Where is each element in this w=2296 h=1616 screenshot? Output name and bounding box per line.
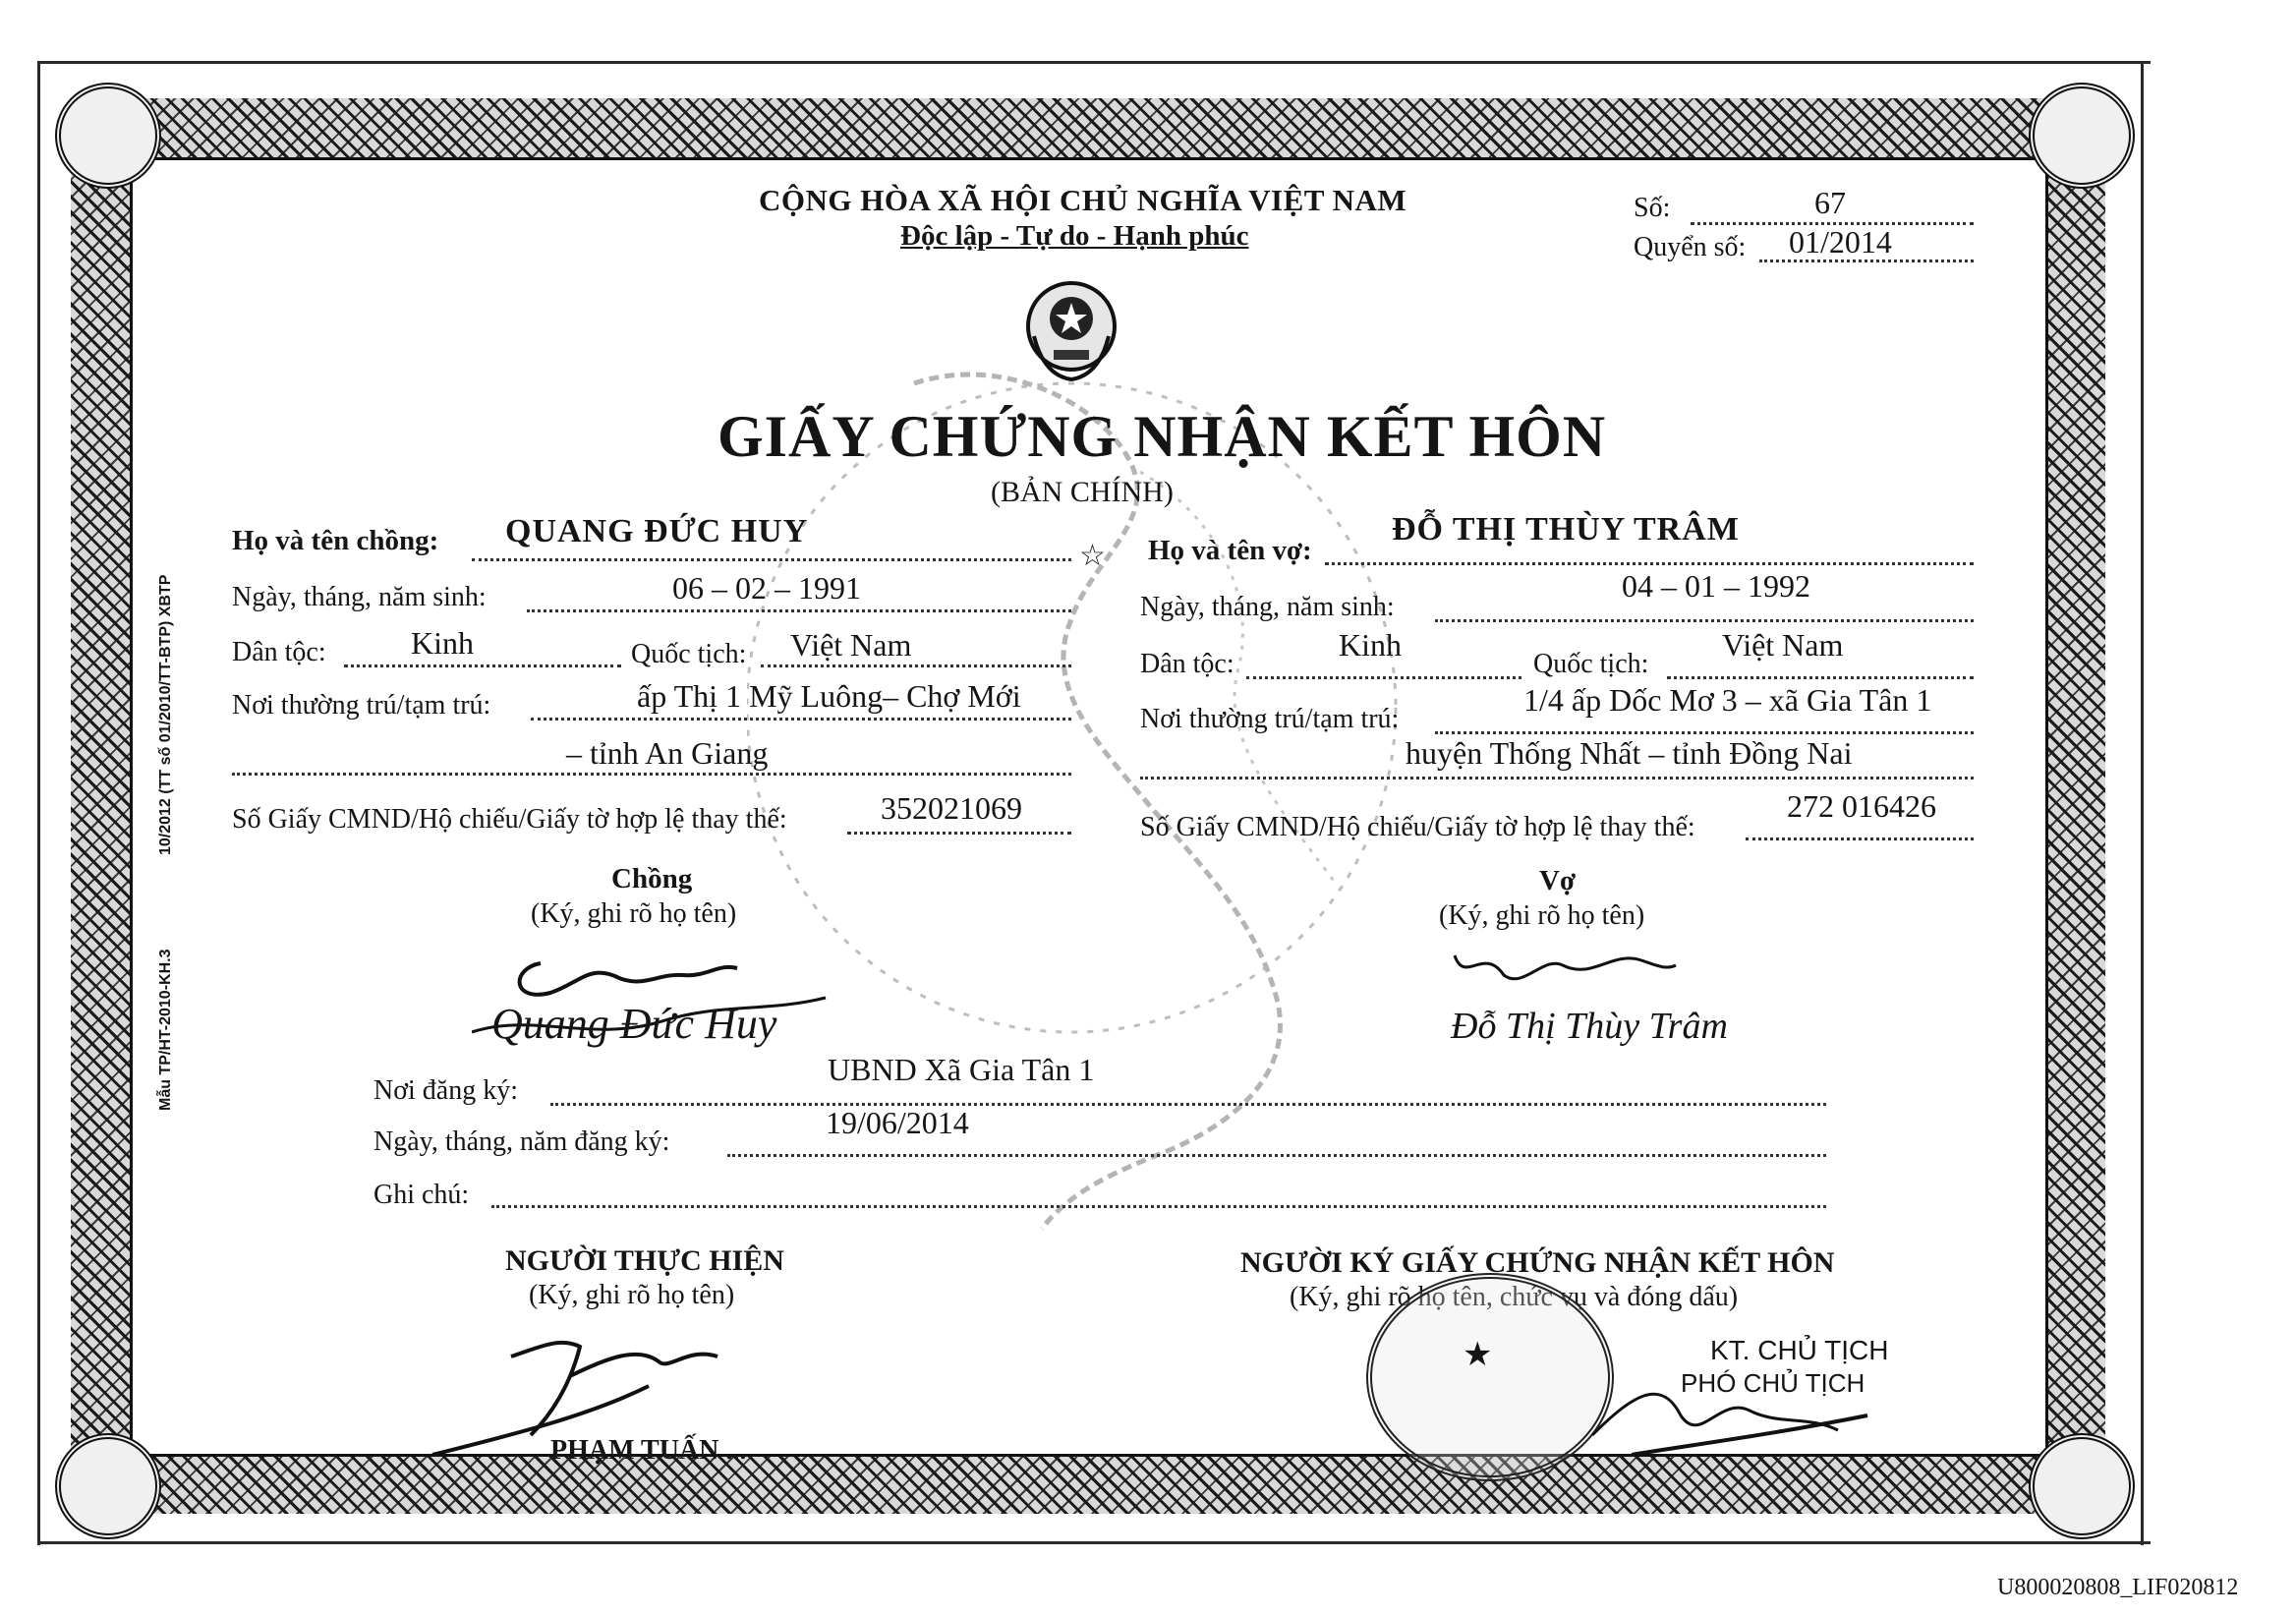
wife-nationality-label: Quốc tịch:	[1533, 649, 1649, 679]
husband-nationality: Việt Nam	[790, 627, 912, 663]
star-icon: ☆	[1079, 540, 1106, 572]
husband-ethnicity-label: Dân tộc:	[232, 637, 326, 667]
husband-name: QUANG ĐỨC HUY	[505, 513, 809, 549]
corner-ornament	[55, 83, 161, 189]
certificate-border-top	[71, 98, 2105, 157]
husband-sign-hint: (Ký, ghi rõ họ tên)	[531, 898, 737, 929]
performer-name: PHẠM TUẤN ...	[550, 1435, 747, 1466]
page-frame-line	[2141, 61, 2144, 1545]
signer-role-1: KT. CHỦ TỊCH	[1710, 1335, 1889, 1365]
husband-residence-line2: – tỉnh An Giang	[566, 735, 769, 771]
document-footer-code: U800020808_LIF020812	[1997, 1575, 2239, 1600]
form-code-text: Mẫu TP/HT-2010-KH.3	[157, 949, 174, 1111]
signer-title: NGƯỜI KÝ GIẤY CHỨNG NHẬN KẾT HÔN	[1240, 1246, 1835, 1279]
registration-place-label: Nơi đăng ký:	[373, 1075, 519, 1106]
signer-role-2: PHÓ CHỦ TỊCH	[1681, 1368, 1866, 1398]
registration-place: UBND Xã Gia Tân 1	[828, 1052, 1095, 1087]
wife-dob: 04 – 01 – 1992	[1622, 568, 1810, 604]
dotted-line	[1746, 837, 1974, 840]
certificate-border-left	[71, 98, 130, 1514]
corner-ornament	[2029, 83, 2135, 189]
dotted-line	[232, 773, 1071, 776]
dotted-line	[761, 664, 1071, 667]
signer-hint: (Ký, ghi rõ họ tên, chức vụ và đóng dấu)	[1290, 1282, 1739, 1312]
husband-residence-line1: ấp Thị 1 Mỹ Luông– Chợ Mới	[637, 678, 1021, 714]
dotted-line	[1667, 676, 1974, 679]
husband-residence-label: Nơi thường trú/tạm trú:	[232, 690, 491, 721]
husband-ethnicity: Kinh	[411, 625, 474, 661]
wife-id-label: Số Giấy CMND/Hộ chiếu/Giấy tờ hợp lệ thay thế:	[1140, 812, 1695, 842]
husband-dob-label: Ngày, tháng, năm sinh:	[232, 582, 487, 612]
wife-id-number: 272 016426	[1787, 788, 1936, 824]
registry-book: 01/2014	[1789, 224, 1892, 260]
page-frame-line	[37, 61, 2151, 64]
husband-dob: 06 – 02 – 1991	[672, 570, 861, 606]
dotted-line	[1325, 562, 1974, 565]
husband-id-label: Số Giấy CMND/Hộ chiếu/Giấy tờ hợp lệ thay thế:	[232, 804, 787, 835]
dotted-line	[1140, 777, 1974, 779]
page-frame-line	[37, 61, 40, 1545]
registry-number: 67	[1814, 185, 1846, 220]
dotted-line	[527, 609, 1071, 612]
husband-sign-title: Chồng	[611, 863, 693, 895]
dotted-line	[847, 832, 1071, 835]
seal-star-icon: ★	[1463, 1337, 1493, 1373]
dotted-line	[1435, 731, 1974, 734]
registry-number-label: Số:	[1634, 193, 1671, 223]
husband-nationality-label: Quốc tịch:	[631, 639, 747, 669]
wife-sign-title: Vợ	[1539, 865, 1577, 896]
wife-residence-label: Nơi thường trú/tạm trú:	[1140, 704, 1400, 734]
registry-book-label: Quyển số:	[1634, 232, 1747, 262]
wife-sign-hint: (Ký, ghi rõ họ tên)	[1439, 900, 1645, 931]
certificate-title: GIẤY CHỨNG NHẬN KẾT HÔN	[718, 404, 1607, 469]
certificate-border-right	[2046, 98, 2105, 1514]
dotted-line	[531, 718, 1071, 721]
husband-name-label: Họ và tên chồng:	[232, 525, 439, 556]
wife-signature-scribble	[1445, 936, 1681, 995]
wife-residence-line1: 1/4 ấp Dốc Mơ 3 – xã Gia Tân 1	[1523, 682, 1932, 718]
husband-signature-name: Quang Đức Huy	[491, 1000, 777, 1048]
national-motto: Độc lập - Tự do - Hạnh phúc	[900, 220, 1249, 252]
wife-ethnicity-label: Dân tộc:	[1140, 649, 1234, 679]
dotted-line	[1246, 676, 1521, 679]
dotted-line	[344, 664, 621, 667]
performer-title: NGƯỜI THỰC HIỆN	[505, 1244, 784, 1277]
dotted-line	[550, 1103, 1826, 1106]
wife-nationality: Việt Nam	[1722, 627, 1844, 663]
signer-signature-scribble	[1573, 1356, 1887, 1465]
husband-id-number: 352021069	[881, 790, 1022, 826]
certificate-subtitle: (BẢN CHÍNH)	[991, 476, 1174, 508]
registration-date: 19/06/2014	[826, 1105, 969, 1140]
dotted-line	[1435, 619, 1974, 622]
wife-ethnicity: Kinh	[1339, 627, 1402, 663]
form-side-text: 10/2012 (TT số 01/2010/TT-BTP) XBTP	[157, 574, 174, 855]
national-emblem-icon	[1024, 277, 1119, 385]
page-frame-line	[37, 1541, 2151, 1544]
wife-signature-name: Đỗ Thị Thùy Trâm	[1451, 1006, 1728, 1047]
corner-ornament	[2029, 1433, 2135, 1539]
registration-note-label: Ghi chú:	[373, 1180, 470, 1210]
wife-name-label: Họ và tên vợ:	[1148, 535, 1312, 566]
performer-hint: (Ký, ghi rõ họ tên)	[529, 1280, 735, 1310]
wife-residence-line2: huyện Thống Nhất – tỉnh Đồng Nai	[1406, 735, 1853, 771]
dotted-line	[472, 558, 1071, 561]
wife-name: ĐỖ THỊ THÙY TRÂM	[1392, 511, 1740, 548]
registration-date-label: Ngày, tháng, năm đăng ký:	[373, 1126, 670, 1157]
corner-ornament	[55, 1433, 161, 1539]
country-name: CỘNG HÒA XÃ HỘI CHỦ NGHĨA VIỆT NAM	[759, 183, 1407, 217]
wife-dob-label: Ngày, tháng, năm sinh:	[1140, 592, 1395, 622]
dotted-line	[491, 1205, 1826, 1208]
dotted-line	[727, 1154, 1826, 1157]
